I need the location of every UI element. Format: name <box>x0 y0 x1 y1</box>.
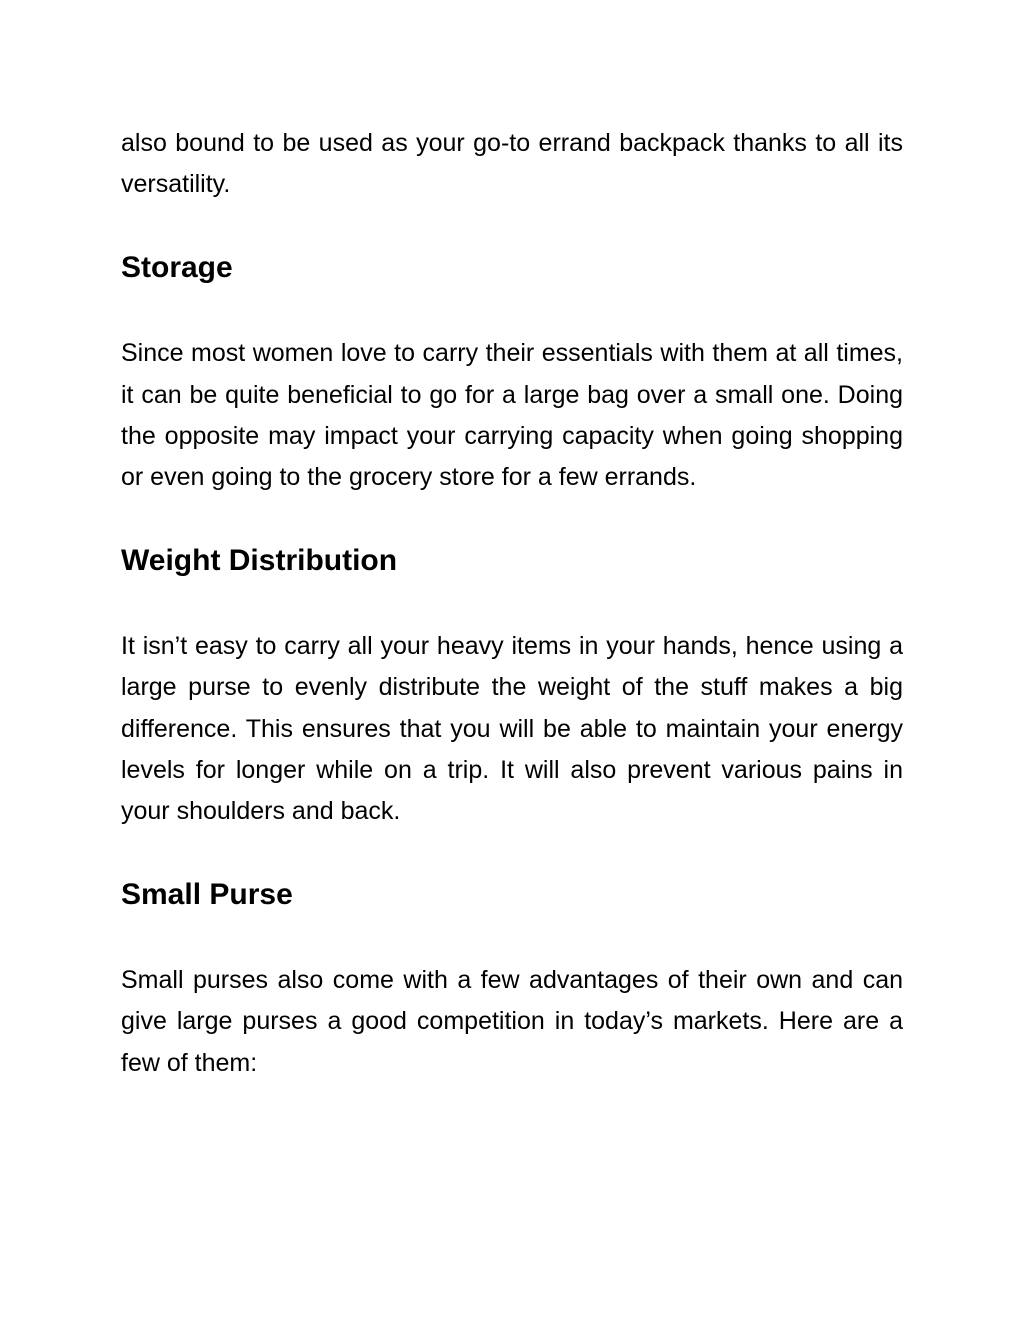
section-heading-storage: Storage <box>121 251 233 285</box>
intro-paragraph: also bound to be used as your go-to errand backpack thanks to all its versatility. <box>121 129 903 199</box>
document-page <box>121 123 903 1084</box>
section-paragraph-weight-distribution: It isn’t easy to carry all your heavy items in your hands, hence using a large purse to evenly distribute the weight of the stuff makes a big difference. This ensures that you will be able to maintain your energy levels for longer while on a trip. It will also prevent various pains in your shoulders and back. <box>121 632 903 826</box>
section-paragraph-storage: Since most women love to carry their essentials with them at all times, it can be quite beneficial to go for a large bag over a small one. Doing the opposite may impact your carrying capacity when going shopping or even going to the grocery store for a few errands. <box>121 339 903 492</box>
section-heading-small-purse: Small Purse <box>121 878 293 912</box>
section-paragraph-small-purse: Small purses also come with a few advantages of their own and can give large purses a good competition in today’s markets. Here are a few of them: <box>121 966 903 1077</box>
section-heading-weight-distribution: Weight Distribution <box>121 544 398 578</box>
